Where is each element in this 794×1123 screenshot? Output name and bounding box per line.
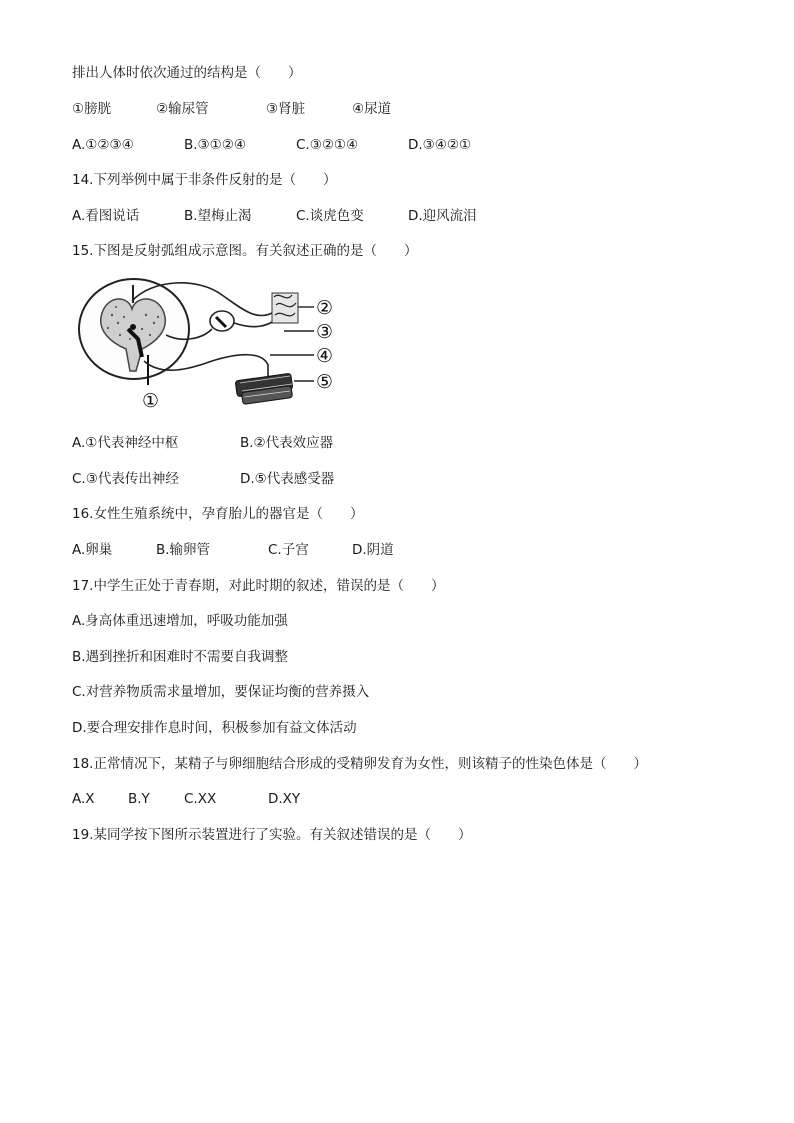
q13-item-3: ③肾脏 bbox=[266, 101, 306, 117]
figure-label-1: ① bbox=[142, 390, 160, 412]
q13-option-b: B.③①②④ bbox=[184, 137, 246, 153]
q13-stem: 排出人体时依次通过的结构是（ ） bbox=[72, 65, 302, 81]
figure-label-5: ⑤ bbox=[316, 371, 334, 393]
q13-option-d: D.③④②① bbox=[408, 137, 472, 153]
q13-option-a: A.①②③④ bbox=[72, 137, 134, 153]
q14-stem: 14.下列举例中属于非条件反射的是（ ） bbox=[72, 172, 337, 188]
q16-stem: 16.女性生殖系统中，孕育胎儿的器官是（ ） bbox=[72, 506, 364, 522]
q15-option-b: B.②代表效应器 bbox=[240, 435, 334, 451]
q13-item-4: ④尿道 bbox=[352, 101, 392, 117]
reflex-arc-figure bbox=[72, 273, 354, 415]
q17-stem: 17.中学生正处于青春期，对此时期的叙述，错误的是（ ） bbox=[72, 578, 445, 594]
q13-item-2: ②输尿管 bbox=[156, 101, 209, 117]
q18-stem: 18.正常情况下，某精子与卵细胞结合形成的受精卵发育为女性，则该精子的性染色体是（ ） bbox=[72, 756, 647, 772]
q14-option-a: A.看图说话 bbox=[72, 208, 140, 224]
q17-option-c: C.对营养物质需求量增加，要保证均衡的营养摄入 bbox=[72, 684, 370, 700]
figure-label-4: ④ bbox=[316, 345, 334, 367]
receptor-structure bbox=[272, 293, 298, 323]
q14-option-b: B.望梅止渴 bbox=[184, 208, 252, 224]
q15-stem: 15.下图是反射弧组成示意图。有关叙述正确的是（ ） bbox=[72, 243, 418, 259]
q16-option-a: A.卵巢 bbox=[72, 542, 113, 558]
q15-option-d: D.⑤代表感受器 bbox=[240, 471, 335, 487]
q17-option-b: B.遇到挫折和困难时不需要自我调整 bbox=[72, 649, 289, 665]
q18-option-a: A.X bbox=[72, 791, 95, 807]
q18-option-b: B.Y bbox=[128, 791, 150, 807]
q17-option-a: A.身高体重迅速增加，呼吸功能加强 bbox=[72, 613, 288, 629]
q16-option-d: D.阴道 bbox=[352, 542, 394, 558]
q16-option-b: B.输卵管 bbox=[156, 542, 211, 558]
q16-option-c: C.子宫 bbox=[268, 542, 309, 558]
q19-stem: 19.某同学按下图所示装置进行了实验。有关叙述错误的是（ ） bbox=[72, 827, 472, 843]
figure-label-3: ③ bbox=[316, 321, 334, 343]
q14-option-c: C.谈虎色变 bbox=[296, 208, 364, 224]
q13-option-c: C.③②①④ bbox=[296, 137, 359, 153]
effector-structure bbox=[235, 373, 293, 404]
q17-option-d: D.要合理安排作息时间，积极参加有益文体活动 bbox=[72, 720, 357, 736]
figure-label-2: ② bbox=[316, 297, 334, 319]
q13-item-1: ①膀胱 bbox=[72, 101, 112, 117]
q15-option-c: C.③代表传出神经 bbox=[72, 471, 179, 487]
q14-option-d: D.迎风流泪 bbox=[408, 208, 477, 224]
q18-option-c: C.XX bbox=[184, 791, 217, 807]
q18-option-d: D.XY bbox=[268, 791, 301, 807]
q15-option-a: A.①代表神经中枢 bbox=[72, 435, 179, 451]
